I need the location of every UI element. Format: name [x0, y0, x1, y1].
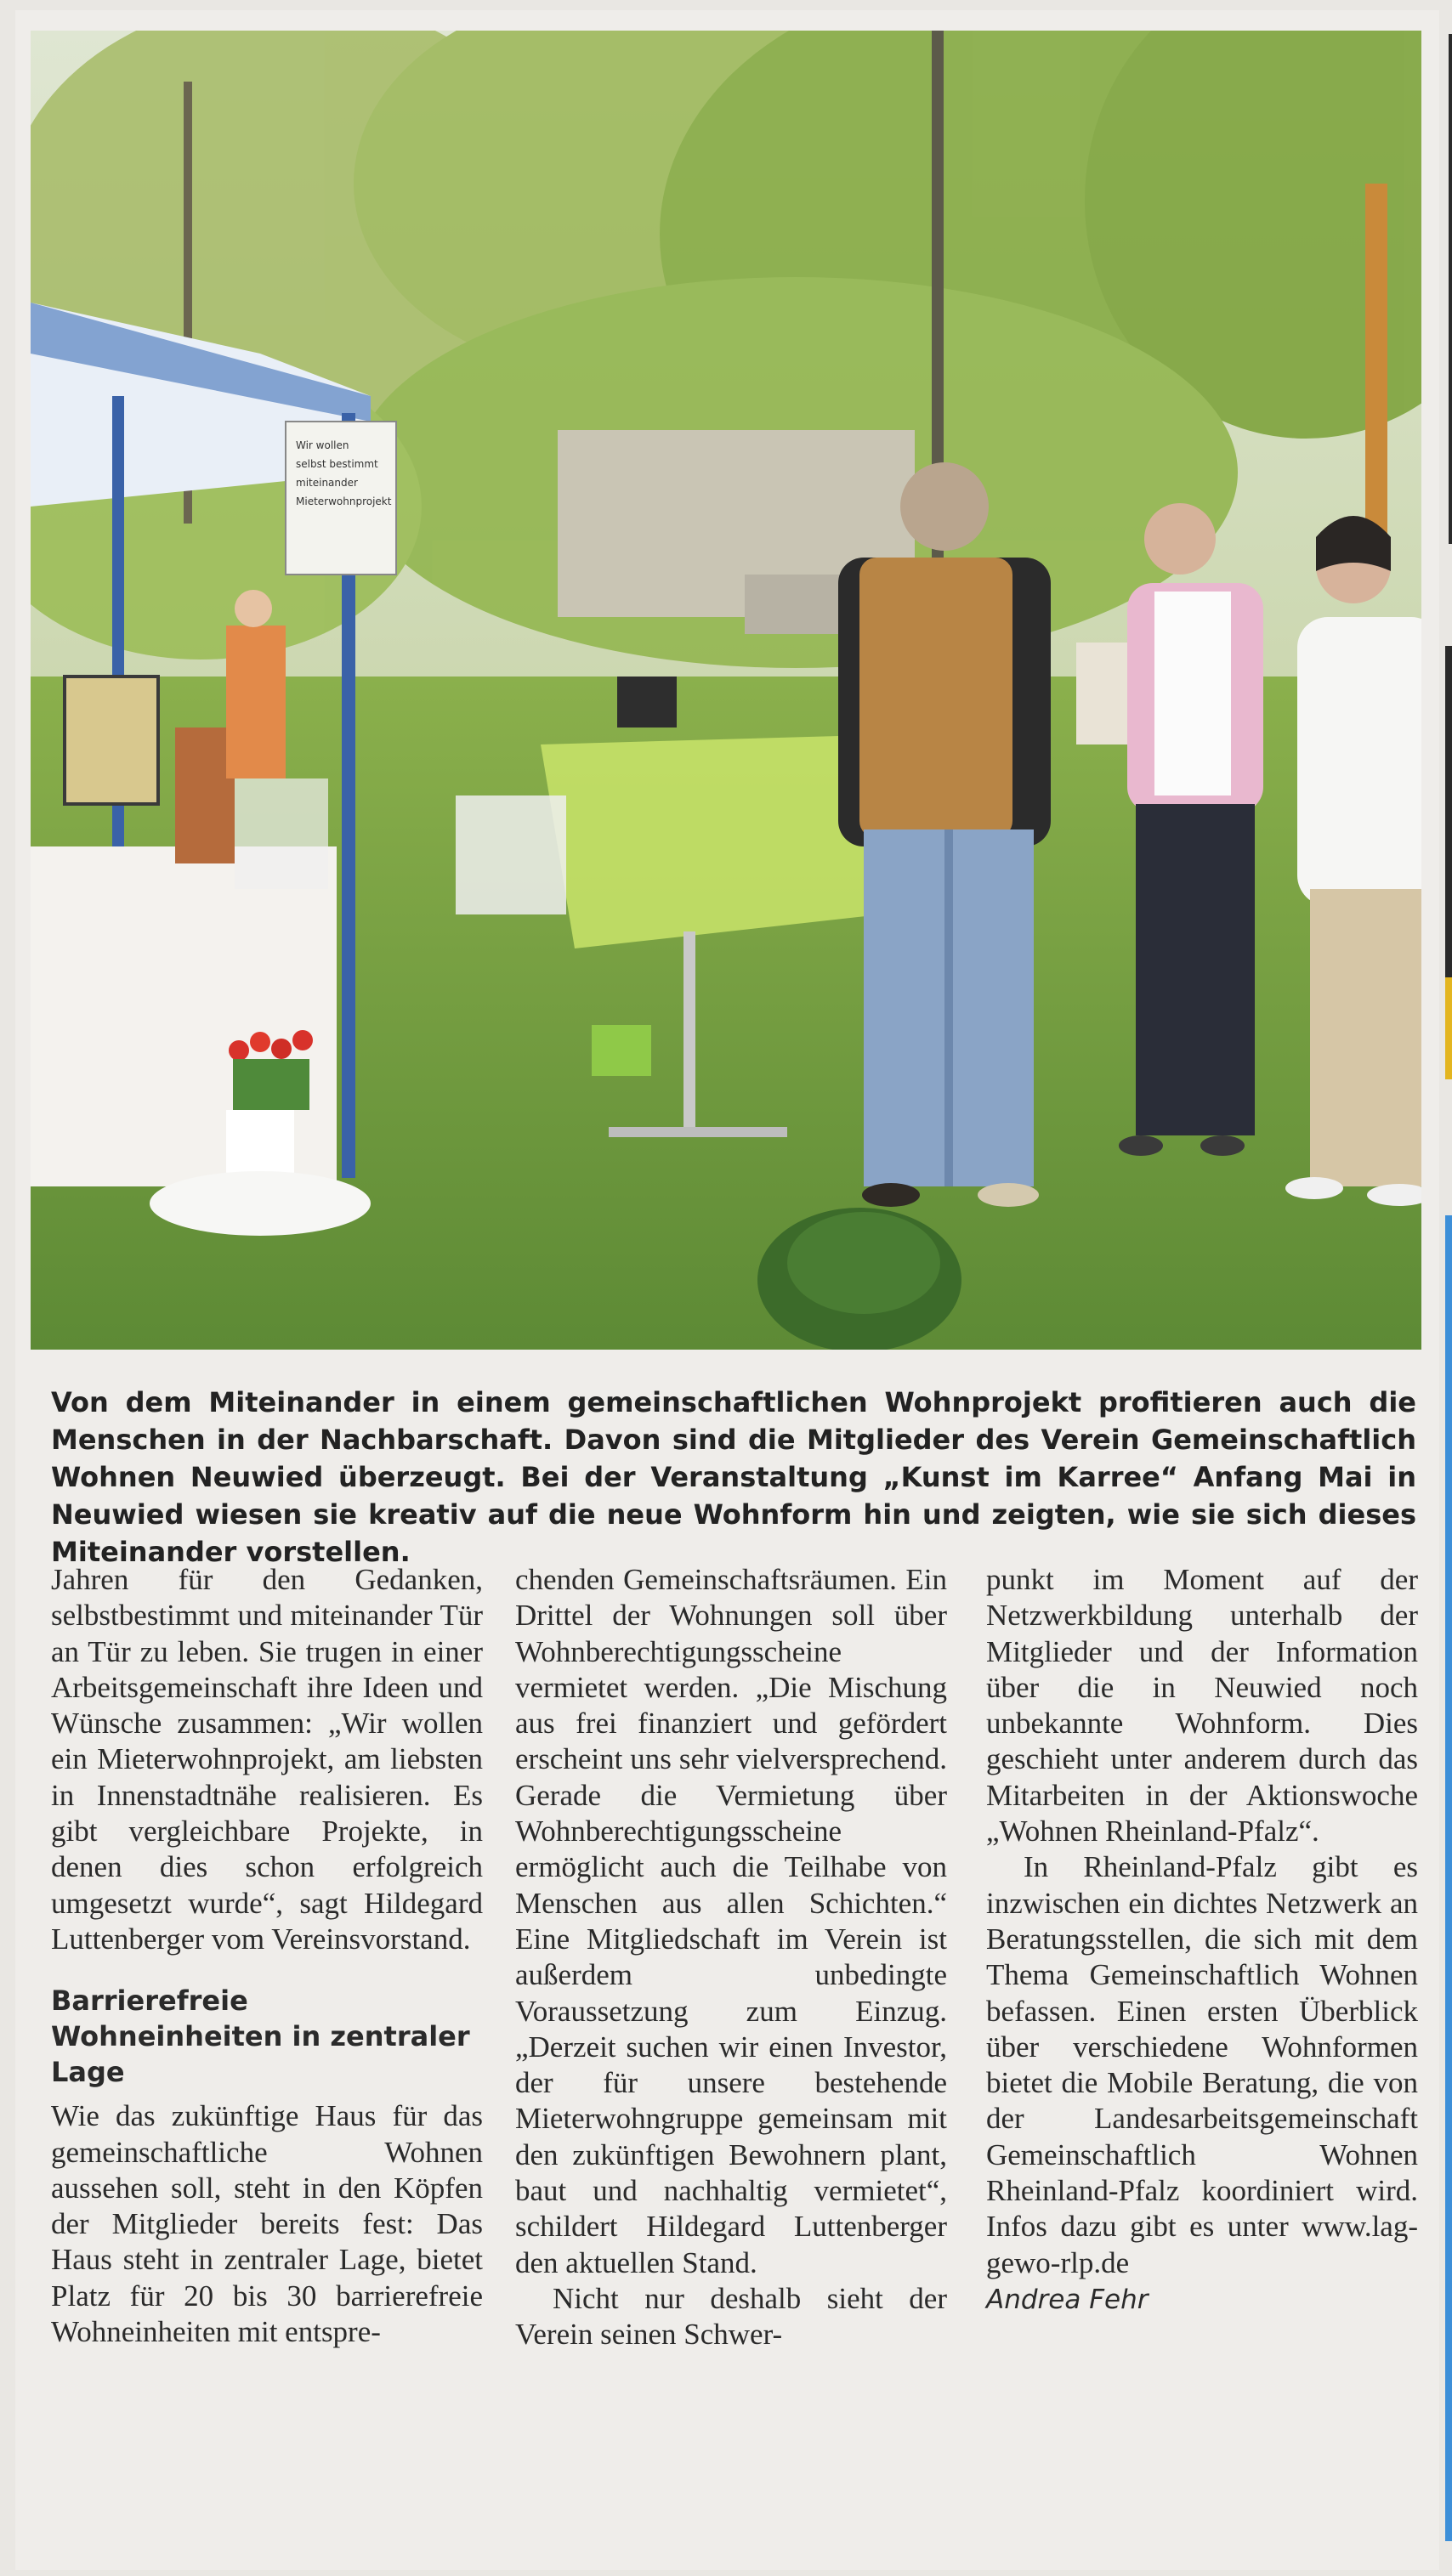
sign-line: miteinander — [296, 477, 358, 489]
page-edge — [1445, 1215, 1452, 2541]
garden-chair — [235, 778, 328, 889]
page-edge — [1449, 34, 1452, 544]
article-column-2 — [515, 1562, 947, 2353]
woman-in-pink — [1119, 503, 1263, 1156]
white-fabric — [150, 1171, 371, 1236]
sculpture — [175, 728, 235, 863]
box-on-table — [617, 677, 677, 728]
paragraph: In Rheinland-Pfalz gibt es inzwischen ein dichtes Netzwerk an Beratungsstellen, die sich mit dem Thema Gemeinschaftlich Wohnen befassen. Einen ersten Überblick über verschiedene Wohnformen bietet die Mobile Beratung, die von der Landesarbeitsgemeinschaft Gemeinschaftlich Wohnen Rheinland-Pfalz koordiniert wird. Infos dazu gibt es unter www.lag-gewo-rlp.de — [986, 1850, 1418, 2279]
paragraph: Nicht nur deshalb sieht der Verein seinen Schwer- — [515, 2281, 947, 2352]
page-edge — [1445, 977, 1452, 1079]
paragraph: Wie das zukünftige Haus für das gemeinschaftliche Wohnen aussehen soll, steht in den Köpfen der Mitglieder bereits fest: Das Haus steht in zentraler Lage, bietet Platz für 20 bis 30 barrierefreie Wohneinheiten mit entspre- — [51, 2099, 483, 2349]
article-photo — [31, 31, 1421, 1350]
garden-chair — [456, 795, 566, 914]
sign-line: Wir wollen — [296, 439, 349, 451]
garden-event-scene — [31, 31, 1421, 1350]
photo-caption: Von dem Miteinander in einem gemeinschaftlichen Wohnprojekt profitieren auch die Menschen in der Nachbarschaft. Davon sind die Mitglieder des Verein Gemeinschaftlich Wohnen Neuwied überzeugt. Bei der Veranstaltung „Kunst im Karree“ Anfang Mai in Neuwied wiesen sie kreativ auf die neue Wohnform hin und zeigten, wie sie sich dieses Miteinander vorstellen. — [51, 1386, 1416, 1568]
paragraph: chenden Gemeinschaftsräumen. Ein Drittel der Wohnungen soll über Wohnberechtigungsscheine vermietet werden. „Die Mischung aus frei finanziert und gefördert erscheint uns sehr vielversprechend. Gerade die Vermietung über Wohnberechtigungsscheine ermöglicht auch die Teilhabe von Menschen aus allen Schichten.“ Eine Mitgliedschaft im Verein ist außerdem unbedingte Voraussetzung zum Einzug. „Derzeit suchen wir einen Investor, der für unsere bestehende Mieterwohngruppe gemeinsam mit den zukünftigen Bewohnern plant, baut und nachhaltig vermietet“, schildert Hildegard Luttenberger den aktuellen Stand. — [515, 1563, 947, 2279]
green-box — [592, 1025, 651, 1076]
sign-line: Mieterwohnprojekt — [296, 495, 392, 507]
painting — [65, 677, 158, 804]
article-column-1 — [51, 1562, 483, 2350]
person-background — [226, 626, 286, 778]
paragraph: punkt im Moment auf der Netzwerkbildung unterhalb der Mitglieder und der Information über die in Neuwied noch unbekannte Wohnform. Dies geschieht unter anderem durch das Mitarbeiten in der Aktionswoche „Wohnen Rheinland-Pfalz“. — [986, 1563, 1418, 1848]
paragraph: Jahren für den Gedanken, selbstbestimmt und miteinander Tür an Tür zu leben. Sie trugen in einer Arbeitsgemeinschaft ihre Ideen und Wünsche zusammen: „Wir wollen ein Mieterwohnprojekt, am liebsten in Innenstadtnähe realisieren. Es gibt vergleichbare Projekte, in denen dies schon erfolgreich umgesetzt wurde“, sagt Hildegard Luttenberger vom Vereinsvorstand. — [51, 1563, 483, 1956]
man-in-vest — [838, 462, 1051, 1207]
article-column-3 — [986, 1562, 1418, 2318]
section-subheading: Barrierefreie Wohneinheiten in zentraler Lage — [51, 1984, 470, 2089]
tree-trunk — [1365, 184, 1387, 541]
sign-line: selbst bestimmt — [296, 458, 378, 470]
person-background — [1076, 643, 1127, 744]
author-byline: Andrea Fehr — [986, 2284, 1149, 2315]
